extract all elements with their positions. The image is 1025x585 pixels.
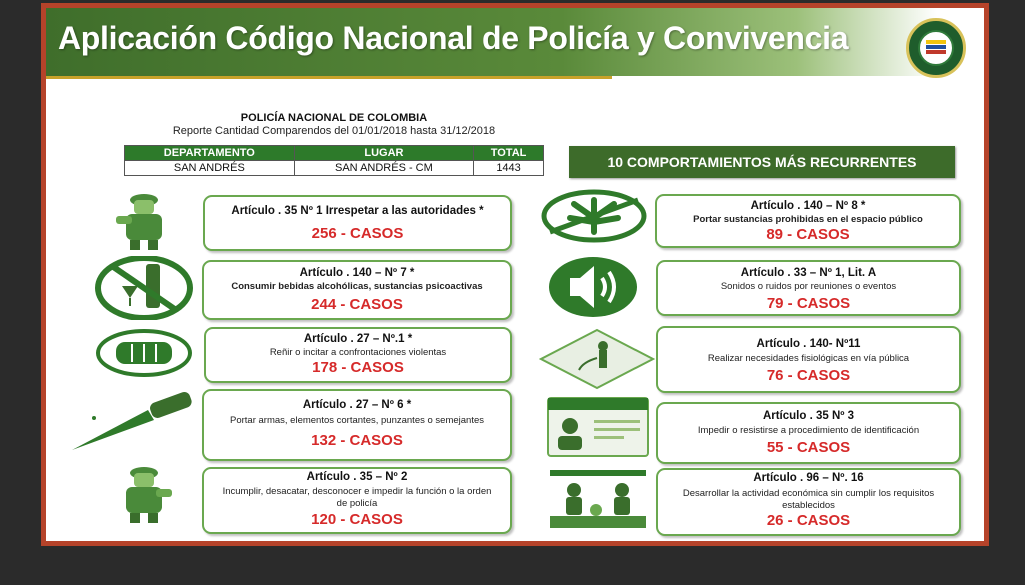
behavior-description: Impedir o resistirse a procedimiento de identificación — [697, 425, 920, 436]
cases-count: 89 - CASOS — [766, 226, 850, 243]
no-alcohol-icon — [94, 256, 194, 320]
article-label: Artículo . 140 – Nº 7 * — [299, 267, 415, 279]
behavior-card-5 — [202, 467, 512, 534]
behavior-card-9 — [656, 402, 961, 464]
cases-count: 120 - CASOS — [311, 511, 403, 528]
behavior-description: Desarrollar la actividad económica sin cumplir los requisitos establecidos — [682, 488, 935, 511]
police-emblem-icon — [906, 18, 966, 78]
street-vendor-icon — [546, 466, 650, 532]
table-header-row — [125, 146, 544, 161]
behavior-description: Sonidos o ruidos por reuniones o eventos — [720, 281, 897, 292]
header-underline — [46, 76, 612, 79]
police-officer-icon — [104, 188, 184, 250]
header-departamento: DEPARTAMENTO — [125, 146, 295, 161]
article-label: Artículo . 96 – Nº. 16 — [753, 472, 864, 484]
article-label: Artículo . 35 – Nº 2 — [306, 471, 408, 483]
cell-departamento: SAN ANDRÉS — [125, 161, 295, 176]
behavior-card-4 — [202, 389, 512, 461]
article-label: Artículo . 27 – Nº 6 * — [302, 399, 412, 411]
id-card-icon — [546, 396, 650, 458]
cases-count: 256 - CASOS — [311, 225, 404, 242]
header-lugar: LUGAR — [294, 146, 473, 161]
behavior-card-3 — [204, 327, 512, 383]
slide-frame — [41, 3, 989, 546]
organization-name: POLICÍA NACIONAL DE COLOMBIA — [240, 112, 428, 124]
cases-count: 132 - CASOS — [311, 432, 403, 449]
urination-sign-icon — [539, 328, 655, 390]
behavior-card-10 — [656, 468, 961, 536]
article-label: Artículo . 140 – Nº 8 * — [750, 200, 866, 212]
behavior-card-7 — [656, 260, 961, 316]
behavior-description: Portar armas, elementos cortantes, punzantes o semejantes — [230, 415, 484, 426]
knife-icon — [68, 386, 200, 456]
summary-table — [124, 145, 544, 176]
slide — [46, 8, 984, 541]
behavior-card-6 — [655, 194, 961, 248]
article-label: Artículo . 35 Nº 1 Irrespetar a las autoridades * — [231, 205, 484, 217]
cannabis-leaf-icon — [540, 188, 648, 244]
behavior-card-2 — [202, 260, 512, 320]
police-officer-icon — [104, 463, 184, 525]
table-row — [125, 161, 544, 176]
article-label: Artículo . 140- Nº11 — [756, 338, 861, 350]
page-title: Aplicación Código Nacional de Policía y Convivencia — [58, 20, 849, 56]
behavior-description: Portar sustancias prohibidas en el espacio público — [693, 214, 923, 225]
behavior-description: Reñir o incitar a confrontaciones violentas — [269, 347, 447, 358]
cell-lugar: SAN ANDRÉS - CM — [294, 161, 473, 176]
behavior-card-8 — [656, 326, 961, 393]
cases-count: 55 - CASOS — [766, 439, 851, 456]
cell-total: 1443 — [474, 161, 544, 176]
cases-count: 76 - CASOS — [766, 367, 851, 384]
article-label: Artículo . 33 – Nº 1, Lit. A — [740, 267, 877, 279]
behavior-description: Realizar necesidades fisiológicas en vía pública — [707, 353, 910, 364]
cases-count: 244 - CASOS — [311, 296, 403, 313]
cases-count: 178 - CASOS — [312, 359, 404, 376]
speaker-icon — [546, 254, 640, 320]
fist-icon — [94, 328, 194, 378]
behavior-card-1 — [203, 195, 512, 251]
cases-count: 79 - CASOS — [766, 295, 851, 312]
article-label: Artículo . 35 Nº 3 — [762, 410, 855, 422]
article-label: Artículo . 27 – Nº.1 * — [303, 333, 413, 345]
report-subtitle: Reporte Cantidad Comparendos del 01/01/2018 hasta 31/12/2018 — [172, 125, 496, 137]
behavior-description: Consumir bebidas alcohólicas, sustancias psicoactivas — [231, 281, 483, 292]
header-total: TOTAL — [474, 146, 544, 161]
report-info — [124, 112, 544, 137]
recurring-behaviors-banner: 10 COMPORTAMIENTOS MÁS RECURRENTES — [569, 146, 955, 178]
behavior-description: Incumplir, desacatar, desconocer e impedir la función o la orden de policía — [222, 486, 492, 509]
cases-count: 26 - CASOS — [766, 512, 851, 529]
